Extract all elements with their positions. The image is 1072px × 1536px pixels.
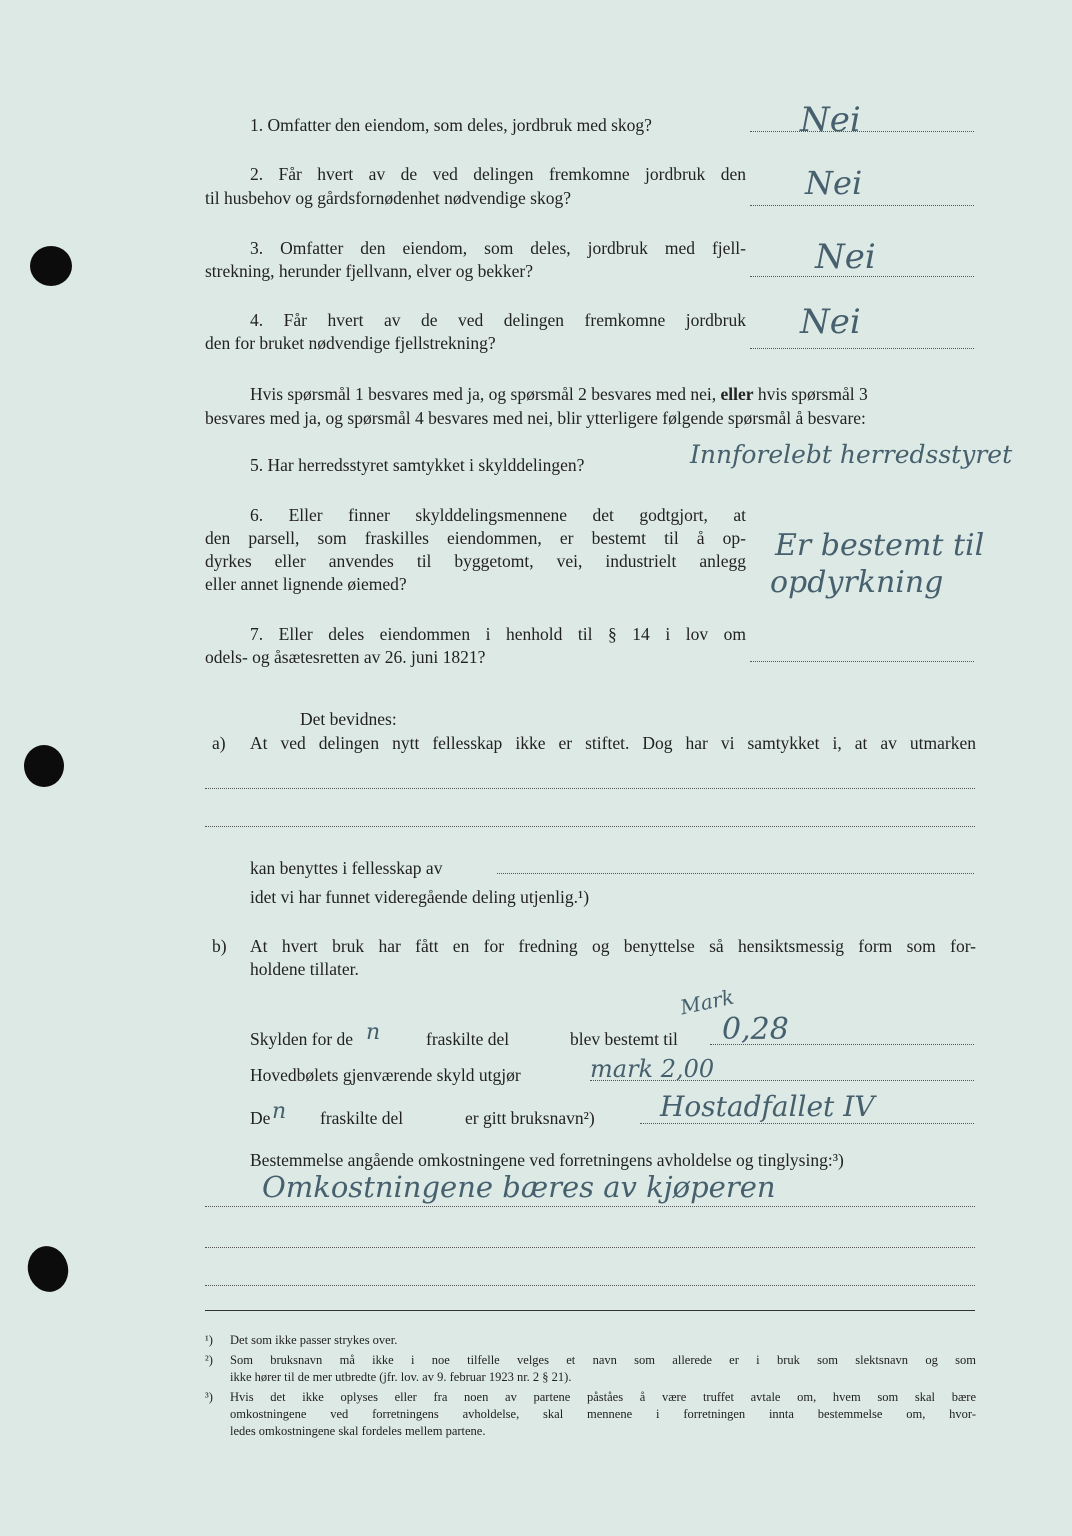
answer-line-2 xyxy=(750,205,974,206)
skyld-label-c: blev bestemt til xyxy=(570,1029,678,1049)
footnote-2-line-2: ikke hører til de mer utbredte (jfr. lov. av 9. februar 1923 nr. 2 § 21). xyxy=(230,1370,572,1384)
question-2-line-2: til husbehov og gårdsfornødenhet nødvendige skog? xyxy=(205,188,571,208)
answer-line-7 xyxy=(750,661,974,662)
skyld-value: 0,28 xyxy=(722,1012,789,1047)
shared-use-label: kan benyttes i fellesskap av xyxy=(250,858,443,878)
conditional-line-2: besvares med ja, og spørsmål 4 besvares med nei, blir ytterligere følgende spørsmål å besvare: xyxy=(205,408,866,428)
item-a-label: a) xyxy=(212,733,226,753)
certification-heading: Det bevidnes: xyxy=(300,709,397,729)
shared-use-blank xyxy=(497,873,974,874)
question-1: 1. Omfatter den eiendom, som deles, jordbruk med skog? xyxy=(250,115,652,135)
question-7-line-1: 7. Eller deles eiendommen i henhold til § 14 i lov om xyxy=(250,624,746,644)
name-handwritten-suffix: n xyxy=(272,1099,287,1124)
skyld-handwritten-suffix: n xyxy=(366,1020,381,1045)
answer-line-4 xyxy=(750,348,974,349)
costs-line-2 xyxy=(205,1247,975,1248)
name-label-c: er gitt bruksnavn²) xyxy=(465,1108,595,1128)
footnote-2-mark: ²) xyxy=(205,1353,213,1367)
item-a-text: At ved delingen nytt fellesskap ikke er stiftet. Dog har vi samtykket i, at av utmarken xyxy=(250,733,976,753)
item-a-blank-1 xyxy=(205,788,975,789)
answer-3: Nei xyxy=(815,237,876,277)
footnote-1-line-1: Det som ikke passer strykes over. xyxy=(230,1333,398,1347)
answer-line-1 xyxy=(750,131,974,132)
question-6-line-1: 6. Eller finner skylddelingsmennene det godtgjort, at xyxy=(250,505,746,525)
question-3-line-2: strekning, herunder fjellvann, elver og bekker? xyxy=(205,261,533,281)
skyld-label-b: fraskilte del xyxy=(426,1029,510,1049)
skyld-unit: Mark xyxy=(678,984,736,1020)
punch-hole-bottom xyxy=(23,1242,74,1297)
remaining-value: mark 2,00 xyxy=(590,1055,715,1083)
question-4-line-1: 4. Får hvert av de ved delingen fremkomne jordbruk xyxy=(250,310,746,330)
footnote-separator xyxy=(205,1310,975,1311)
item-b-line-1: At hvert bruk har fått en for fredning og benyttelse så hensiktsmessig form som for- xyxy=(250,936,976,956)
footnote-3-line-1: Hvis det ikke oplyses eller fra noen av partene påståes å være truffet avtale om, hvem som skal bære xyxy=(230,1390,976,1404)
name-label-b: fraskilte del xyxy=(320,1108,404,1128)
footnote-3-line-2: omkostningene ved forretningens avholdelse, skal mennene i forretningen innta bestemmelse om, hvor- xyxy=(230,1407,976,1421)
conditional-line-1-a: Hvis spørsmål 1 besvares med ja, og spørsmål 2 besvares med nei, xyxy=(250,384,717,404)
answer-5: Innforelebt herredsstyret xyxy=(690,440,1013,469)
footnote-2-line-1: Som bruksnavn må ikke i noe tilfelle velges et navn som allerede er i bruk som slektsnavn og som xyxy=(230,1353,976,1367)
answer-2: Nei xyxy=(805,164,863,202)
punch-hole-middle xyxy=(24,745,64,787)
answer-6-line-2: opdyrkning xyxy=(770,565,944,600)
question-3-line-1: 3. Omfatter den eiendom, som deles, jordbruk med fjell- xyxy=(250,238,746,258)
skyld-label-a: Skylden for de xyxy=(250,1029,354,1049)
question-4-line-2: den for bruket nødvendige fjellstrekning? xyxy=(205,333,496,353)
name-label-a: De xyxy=(250,1108,271,1128)
costs-line-1 xyxy=(205,1206,975,1207)
punch-hole-top xyxy=(30,246,72,286)
answer-6-line-1: Er bestemt til xyxy=(775,528,985,563)
item-b-label: b) xyxy=(212,936,227,956)
remaining-label: Hovedbølets gjenværende skyld utgjør xyxy=(250,1065,521,1085)
name-value: Hostadfallet IV xyxy=(660,1090,875,1123)
footnote-1-mark: ¹) xyxy=(205,1333,213,1347)
answer-1: Nei xyxy=(800,100,861,140)
conditional-line-1-b: hvis spørsmål 3 xyxy=(757,384,868,404)
question-6-line-3: dyrkes eller anvendes til byggetomt, vei, industrielt anlegg xyxy=(205,551,746,571)
item-a-blank-2 xyxy=(205,826,975,827)
name-answer-line xyxy=(640,1123,974,1124)
question-6-line-2: den parsell, som fraskilles eiendommen, er bestemt til å op- xyxy=(205,528,746,548)
costs-label: Bestemmelse angående omkostningene ved forretningens avholdelse og tinglysing:³) xyxy=(250,1150,844,1170)
conditional-line-1 xyxy=(250,382,868,406)
question-5: 5. Har herredsstyret samtykket i skylddelingen? xyxy=(250,455,585,475)
question-7-line-2: odels- og åsætesretten av 26. juni 1821? xyxy=(205,647,486,667)
costs-line-3 xyxy=(205,1285,975,1286)
footnote-3-line-3: ledes omkostningene skal fordeles mellem partene. xyxy=(230,1424,486,1438)
answer-4: Nei xyxy=(800,302,861,342)
question-2-line-1: 2. Får hvert av de ved delingen fremkomne jordbruk den xyxy=(250,164,746,184)
question-6-line-4: eller annet lignende øiemed? xyxy=(205,574,407,594)
finding-text: idet vi har funnet videregående deling utjenlig.¹) xyxy=(250,887,590,907)
conditional-emphasis: eller xyxy=(720,384,754,404)
footnote-3-mark: ³) xyxy=(205,1390,213,1404)
item-b-line-2: holdene tillater. xyxy=(250,959,359,979)
costs-value: Omkostningene bæres av kjøperen xyxy=(262,1170,776,1204)
